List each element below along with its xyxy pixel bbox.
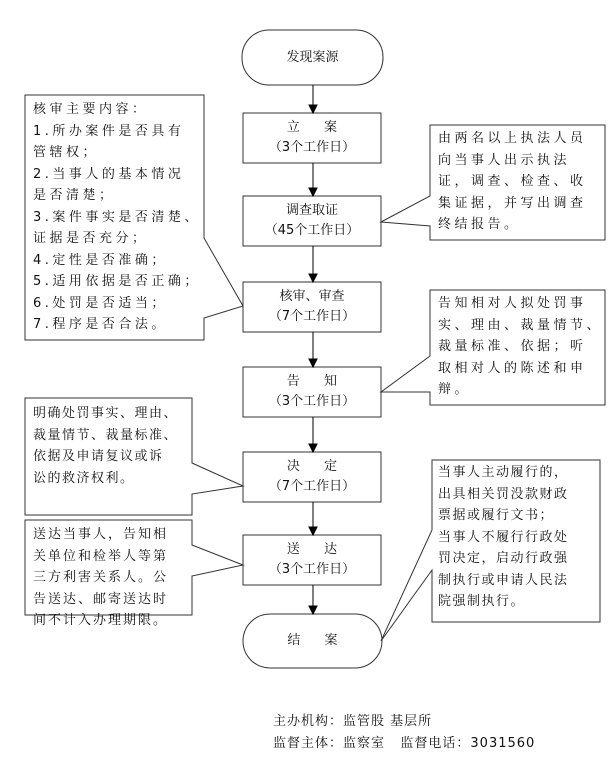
step-investigate — [243, 196, 381, 246]
note-line: 6.处罚是否适当； — [33, 295, 168, 311]
step-days: （3个工作日） — [268, 140, 356, 155]
note-line: 明确处罚事实、理由、 — [33, 406, 179, 421]
note-line: 核审主要内容： — [33, 102, 149, 117]
note-line: 告知相对人拟处罚事 — [438, 296, 587, 311]
step-review — [243, 282, 381, 332]
note-line: 间不计入办理期限。 — [33, 613, 169, 628]
note-line: 实、理由、裁量情节、 — [438, 317, 604, 333]
note-deliver — [33, 524, 168, 632]
note-line: 证据是否充分； — [33, 231, 149, 246]
step-title: 核审、审查 — [279, 289, 345, 304]
step-title: 决 定 — [286, 459, 348, 474]
step-days: （3个工作日） — [268, 562, 356, 577]
step-title: 调查取证 — [285, 203, 338, 218]
note-line: 关单位和检举人等第 — [33, 548, 169, 564]
note-line: 裁量情节、裁量标准、 — [33, 427, 179, 443]
note-line: 依据及申请复议或诉 — [33, 449, 164, 464]
note-line: 三方利害关系人。公 — [33, 570, 169, 585]
footer-organizer: 主办机构：监管股 基层所 — [273, 714, 433, 729]
note-line: 1.所办案件是否具有 — [33, 123, 185, 139]
step-days: （3个工作日） — [268, 394, 356, 409]
note-line: 向当事人出示执法 — [438, 152, 571, 168]
step-days: （45个工作日） — [264, 223, 360, 238]
start-label: 发现案源 — [286, 49, 339, 65]
step-title: 立 案 — [286, 120, 348, 135]
note-line: 由两名以上执法人员 — [438, 131, 587, 146]
note-line: 票据或履行文书； — [438, 508, 555, 523]
step-decide — [243, 452, 381, 502]
note-line: 制执行或申请人民法 — [438, 572, 569, 588]
note-line: 裁量标准、依据；听 — [438, 339, 587, 354]
step-inform — [243, 367, 381, 417]
step-days: （7个工作日） — [268, 309, 356, 324]
note-line: 送达当事人，告知相 — [33, 527, 169, 542]
note-line: 管辖权； — [33, 145, 100, 160]
note-inform — [438, 293, 603, 401]
end-terminal — [243, 614, 382, 668]
start-terminal — [242, 30, 383, 85]
note-line: 是否清楚； — [33, 188, 116, 203]
note-line: 4.定性是否准确； — [33, 252, 168, 268]
note-investigate — [438, 128, 587, 236]
note-line: 7.程序是否合法。 — [33, 317, 168, 332]
note-line: 讼的救济权利。 — [33, 470, 135, 486]
step-deliver — [243, 535, 381, 585]
note-line: 2.当事人的基本情况 — [33, 166, 185, 182]
step-file-case — [243, 113, 381, 163]
note-line: 集证据，并写出调查 — [438, 195, 587, 211]
footer-supervision: 监督主体：监察室 监督电话：3031560 — [273, 736, 536, 751]
note-line: 取相对人的陈述和申 — [438, 360, 587, 376]
note-line: 当事人主动履行的， — [438, 465, 569, 480]
note-close — [438, 462, 569, 613]
note-line: 罚决定，启动行政强 — [438, 551, 569, 566]
note-line: 终结报告。 — [438, 217, 521, 232]
note-line: 告送达、邮寄送达时 — [33, 591, 169, 607]
step-title: 告 知 — [286, 374, 348, 389]
note-line: 辩。 — [438, 382, 472, 397]
note-line: 当事人不履行行政处 — [438, 529, 569, 545]
step-days: （7个工作日） — [268, 479, 356, 494]
note-review — [33, 99, 201, 336]
end-label: 结 案 — [287, 633, 348, 648]
note-line: 3.案件事实是否清楚、 — [33, 209, 201, 225]
note-decide — [33, 403, 178, 489]
note-line: 出具相关罚没款财政 — [438, 486, 569, 502]
note-line: 证，调查、检查、收 — [438, 174, 587, 189]
step-title: 送 达 — [286, 542, 348, 557]
note-line: 5.适用依据是否正确； — [33, 274, 201, 289]
note-line: 院强制执行。 — [438, 594, 526, 609]
